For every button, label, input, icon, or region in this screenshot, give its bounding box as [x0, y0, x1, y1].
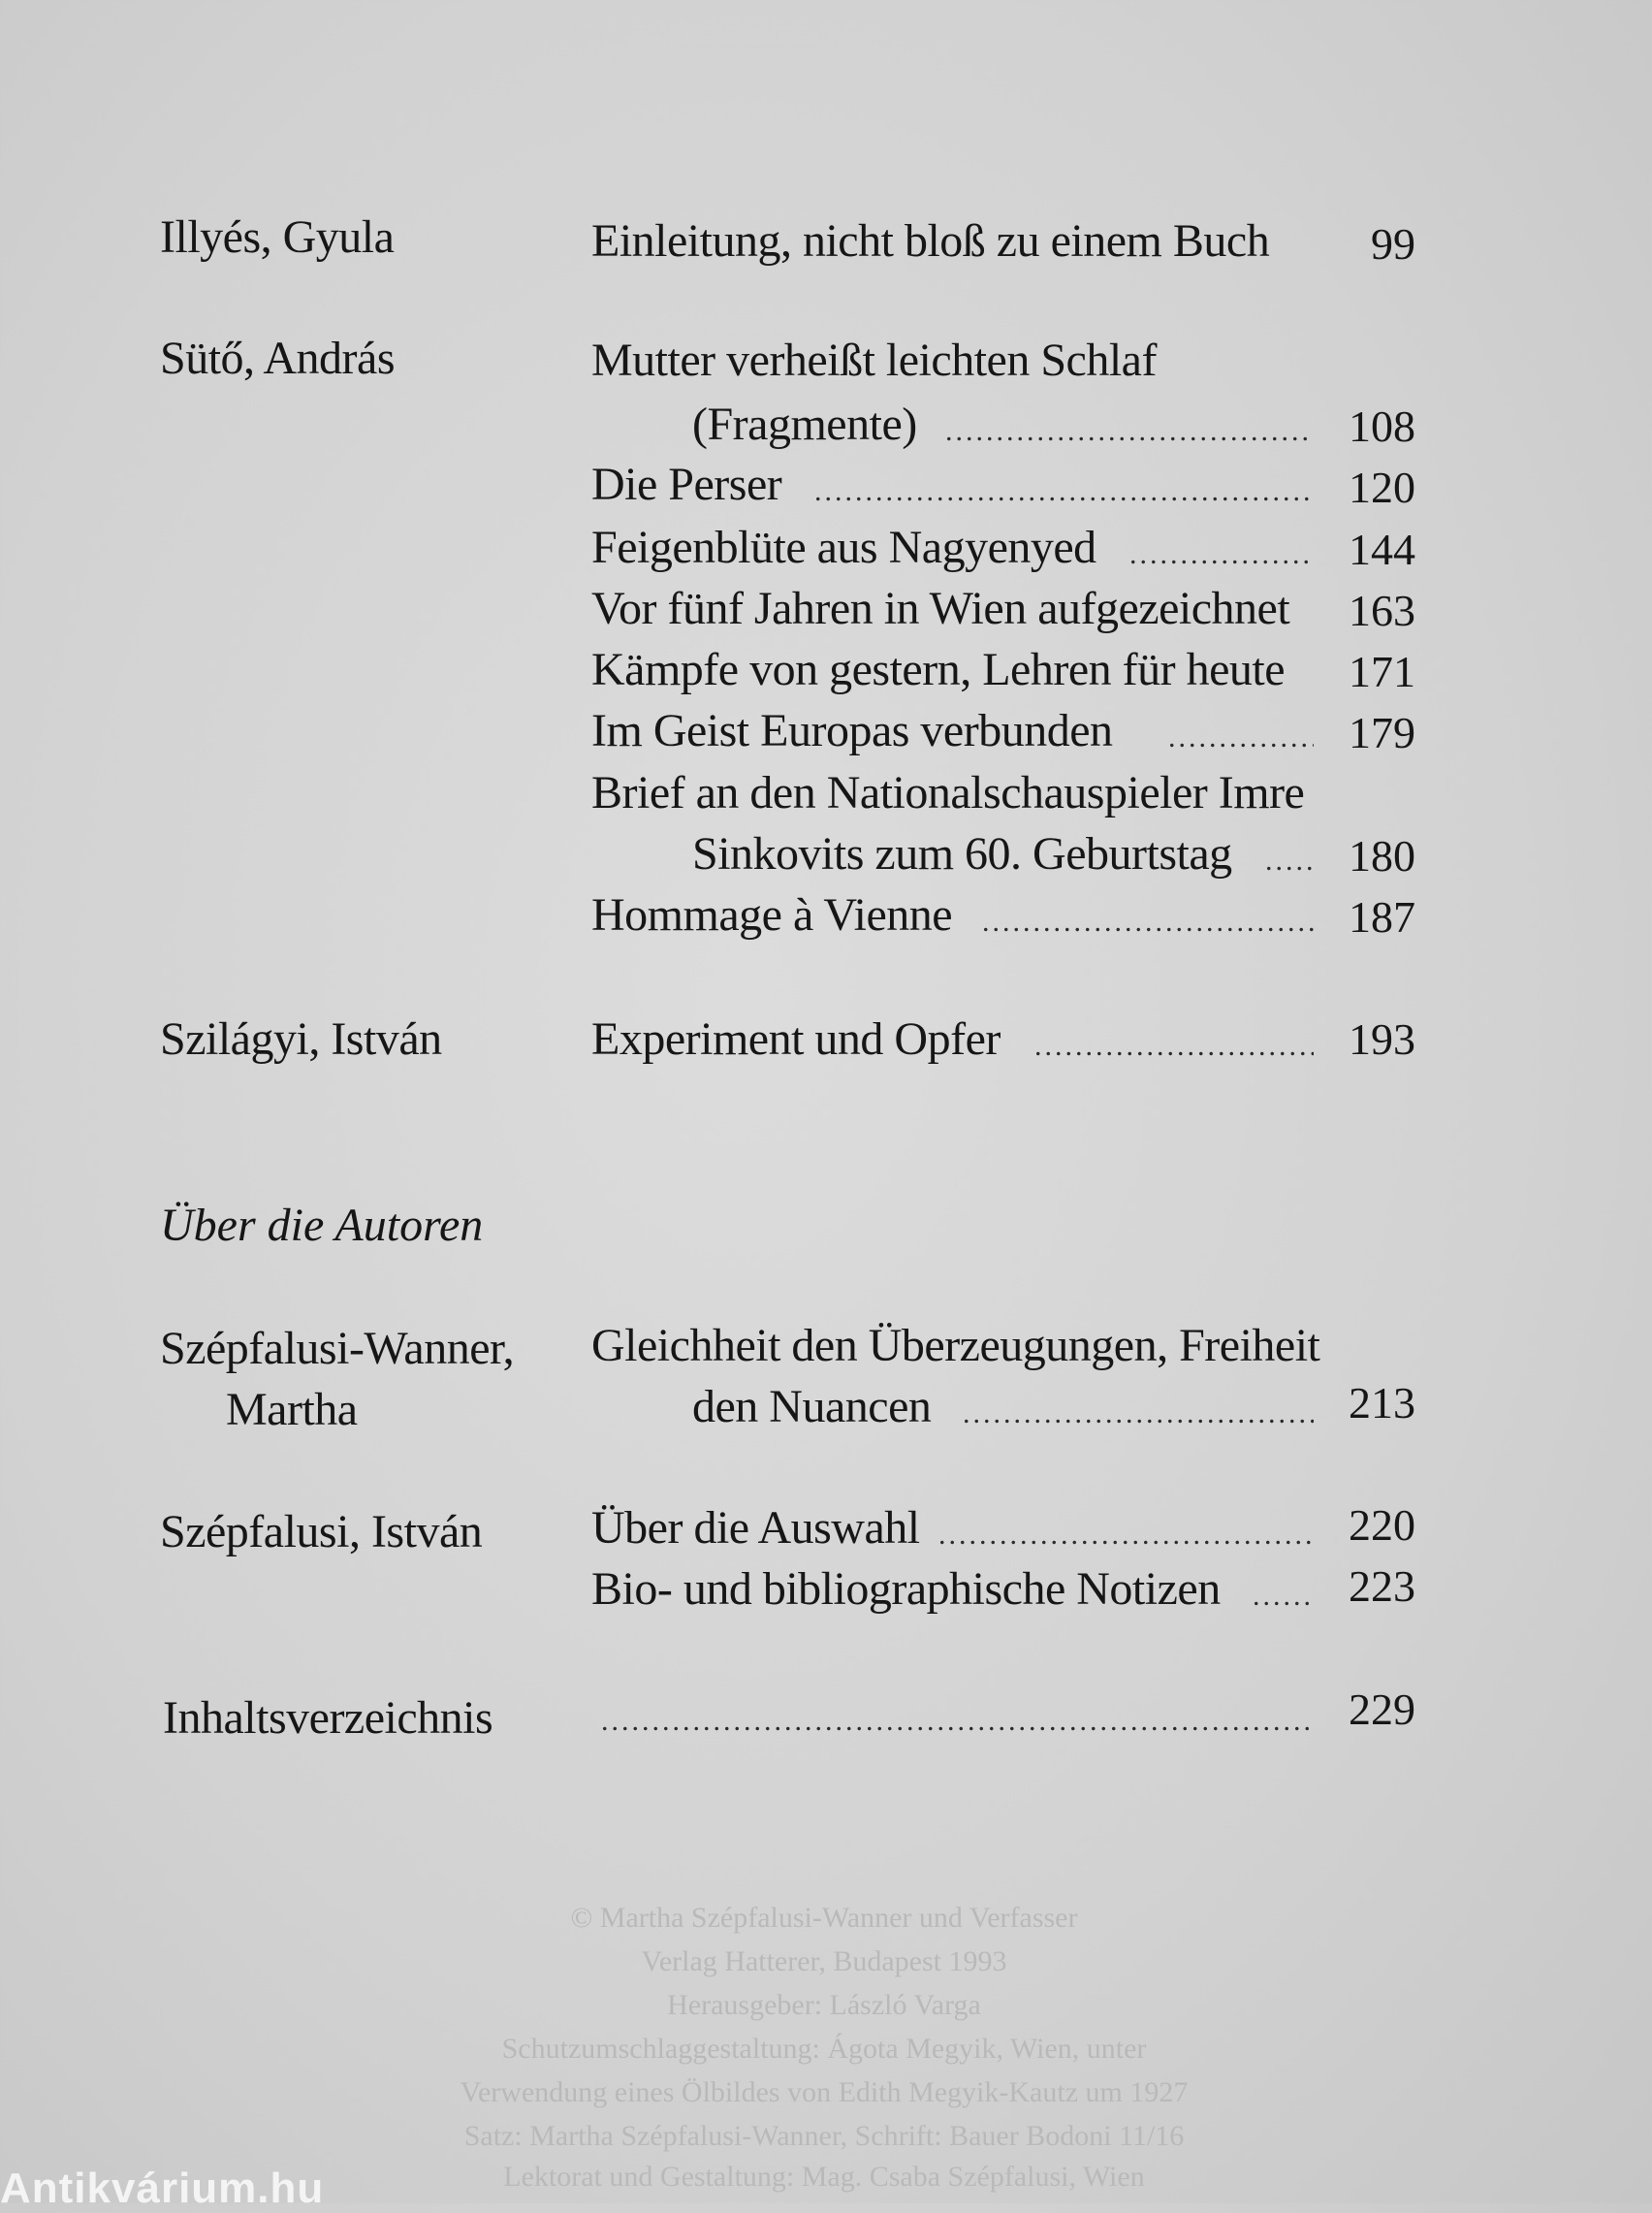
- dot-leader: [945, 394, 1314, 456]
- toc-title: Kämpfe von gestern, Lehren für heute: [591, 644, 1286, 695]
- index-label: Inhaltsverzeichnis: [163, 1692, 493, 1744]
- page-number: 108: [1349, 401, 1415, 451]
- toc-title: Gleichheit den Überzeugungen, Freiheit: [591, 1320, 1320, 1371]
- toc-title: Brief an den Nationalschauspieler Imre: [591, 767, 1305, 818]
- page-number: 144: [1349, 525, 1415, 574]
- toc-title: Feigenblüte aus Nagyenyed: [591, 522, 1096, 573]
- toc-title-continuation: (Fragmente): [692, 399, 917, 450]
- toc-title: Hommage à Vienne: [591, 889, 953, 941]
- imprint-line: Schutzumschlaggestaltung: Ágota Megyik, Wien, unter: [501, 2033, 1147, 2065]
- author-szepfalusi-wanner: Szépfalusi-Wanner,: [160, 1323, 515, 1374]
- dot-leader: [1265, 823, 1314, 885]
- watermark: Antikvárium.hu: [0, 2165, 325, 2212]
- dot-leader: [1129, 517, 1314, 579]
- imprint-line: Herausgeber: László Varga: [667, 1989, 981, 2021]
- toc-title: Einleitung, nicht bloß zu einem Buch: [591, 215, 1270, 267]
- author-illyes: Illyés, Gyula: [160, 211, 395, 263]
- imprint-line: Verlag Hatterer, Budapest 1993: [641, 1945, 1007, 1977]
- page-number: 229: [1349, 1684, 1415, 1734]
- toc-title-continuation: Sinkovits zum 60. Geburtstag: [692, 828, 1232, 880]
- author-szepfalusi-istvan: Szépfalusi, István: [160, 1506, 483, 1557]
- section-heading: Über die Autoren: [160, 1200, 484, 1251]
- toc-title: Experiment und Opfer: [591, 1013, 1001, 1065]
- page-number: 180: [1349, 831, 1415, 881]
- imprint-line: Lektorat und Gestaltung: Mag. Csaba Szépfalusi, Wien: [503, 2161, 1145, 2193]
- author-name-continuation: Martha: [226, 1384, 358, 1435]
- page-number: 220: [1349, 1500, 1415, 1550]
- toc-title: Die Perser: [591, 459, 782, 510]
- page-number: 187: [1349, 892, 1415, 942]
- dot-leader: [814, 454, 1314, 516]
- author-suto: Sütő, András: [160, 333, 396, 384]
- dot-leader: [1034, 1009, 1314, 1071]
- dot-leader: [963, 1376, 1314, 1438]
- toc-title: Im Geist Europas verbunden: [591, 705, 1113, 756]
- toc-title-continuation: den Nuancen: [692, 1381, 932, 1432]
- imprint-line: Satz: Martha Szépfalusi-Wanner, Schrift: Bauer Bodoni 11/16: [463, 2120, 1185, 2152]
- page-number: 179: [1349, 708, 1415, 757]
- imprint-line: Verwendung eines Ölbildes von Edith Megyik-Kautz um 1927: [460, 2076, 1189, 2108]
- page-number: 213: [1349, 1378, 1415, 1427]
- dot-leader: [1168, 700, 1314, 762]
- dot-leader: [1253, 1558, 1314, 1620]
- toc-title: Bio- und bibliographische Notizen: [591, 1563, 1221, 1615]
- dot-leader: [601, 1684, 1314, 1746]
- toc-title: Über die Auswahl: [591, 1502, 920, 1554]
- dot-leader: [938, 1497, 1314, 1559]
- dot-leader: [982, 884, 1314, 946]
- toc-title: Mutter verheißt leichten Schlaf: [591, 335, 1157, 386]
- imprint-line: © Martha Szépfalusi-Wanner und Verfasser: [570, 1902, 1078, 1934]
- page-number: 171: [1349, 647, 1415, 696]
- page-number: 120: [1349, 463, 1415, 512]
- page-number: 163: [1349, 586, 1415, 635]
- page-number: 223: [1349, 1561, 1415, 1611]
- toc-title: Vor fünf Jahren in Wien aufgezeichnet: [591, 583, 1290, 634]
- page-number: 99: [1371, 219, 1415, 269]
- page-number: 193: [1349, 1014, 1415, 1064]
- author-szilagyi: Szilágyi, István: [160, 1013, 442, 1065]
